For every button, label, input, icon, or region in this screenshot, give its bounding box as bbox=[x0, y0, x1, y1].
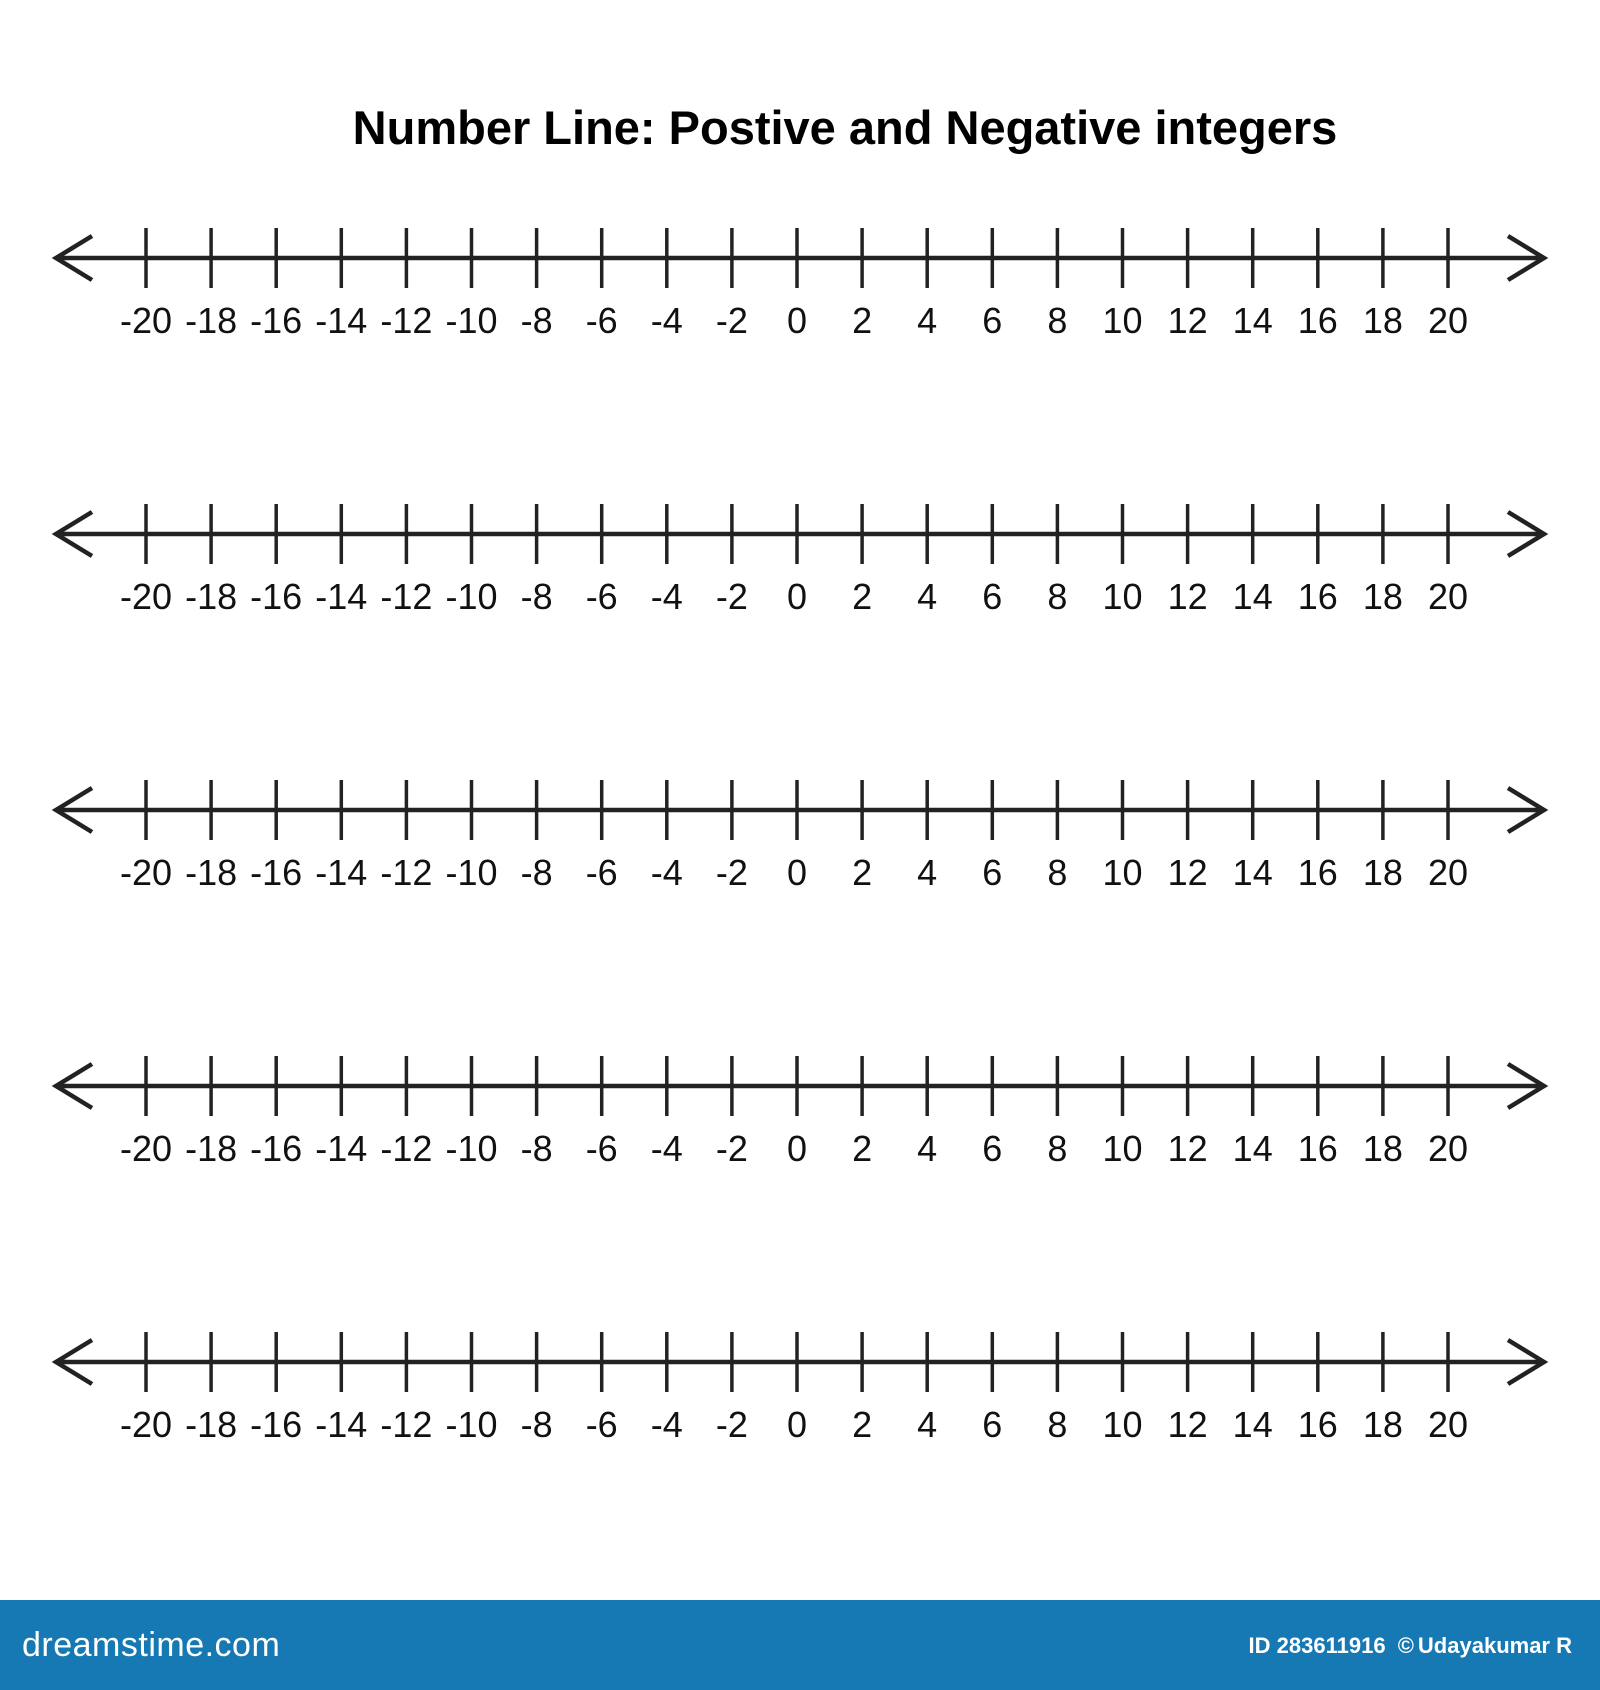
tick-label: 0 bbox=[786, 1128, 808, 1169]
tick-label: -14 bbox=[315, 576, 368, 617]
tick-label: -4 bbox=[650, 1128, 683, 1169]
tick-label: 16 bbox=[1297, 576, 1338, 617]
tick-label: 18 bbox=[1362, 300, 1403, 341]
tick-label: -20 bbox=[119, 576, 173, 617]
tick-label: 12 bbox=[1167, 1128, 1208, 1169]
tick-label: 6 bbox=[982, 1404, 1003, 1445]
tick-label: -4 bbox=[650, 300, 683, 341]
copyright-icon: © bbox=[1397, 1633, 1414, 1658]
tick-label: 14 bbox=[1232, 1404, 1273, 1445]
tick-label: -18 bbox=[185, 852, 238, 893]
tick-label: -10 bbox=[445, 1404, 498, 1445]
tick-label: 10 bbox=[1102, 300, 1143, 341]
tick-label: 4 bbox=[917, 576, 938, 617]
tick-label: -10 bbox=[445, 1128, 498, 1169]
tick-label: 2 bbox=[852, 1404, 873, 1445]
tick-label: -6 bbox=[585, 300, 618, 341]
tick-label: -2 bbox=[715, 852, 748, 893]
tick-label: -6 bbox=[585, 576, 618, 617]
tick-label: 18 bbox=[1362, 1128, 1403, 1169]
image-id: ID 283611916 bbox=[1248, 1633, 1386, 1658]
tick-label: -8 bbox=[520, 1128, 553, 1169]
tick-label: 12 bbox=[1167, 1404, 1208, 1445]
tick-label: 0 bbox=[786, 852, 808, 893]
tick-label: 20 bbox=[1427, 300, 1469, 341]
tick-label: -2 bbox=[715, 300, 748, 341]
tick-label: 14 bbox=[1232, 852, 1273, 893]
tick-label: -20 bbox=[119, 852, 173, 893]
tick-label: 6 bbox=[982, 576, 1003, 617]
tick-label: -14 bbox=[315, 852, 368, 893]
tick-label: -2 bbox=[715, 576, 748, 617]
tick-label: -10 bbox=[445, 300, 498, 341]
tick-label: -6 bbox=[585, 852, 618, 893]
page-title: Number Line: Postive and Negative integers bbox=[352, 101, 1338, 154]
tick-label: -18 bbox=[185, 576, 238, 617]
tick-label: 2 bbox=[852, 300, 873, 341]
footer-credit bbox=[1243, 1633, 1572, 1659]
tick-label: 8 bbox=[1047, 852, 1068, 893]
tick-label: 20 bbox=[1427, 1128, 1469, 1169]
tick-label: -4 bbox=[650, 1404, 683, 1445]
tick-label: 14 bbox=[1232, 300, 1273, 341]
tick-label: 18 bbox=[1362, 852, 1403, 893]
tick-label: 10 bbox=[1102, 1404, 1143, 1445]
tick-label: 14 bbox=[1232, 576, 1273, 617]
tick-label: -12 bbox=[380, 1128, 433, 1169]
tick-label: 16 bbox=[1297, 300, 1338, 341]
tick-label: -16 bbox=[250, 1404, 303, 1445]
tick-label: -20 bbox=[119, 1128, 173, 1169]
tick-label: 0 bbox=[786, 1404, 808, 1445]
tick-label: 8 bbox=[1047, 1128, 1068, 1169]
footer-brand-logo[interactable]: dreamstime.com bbox=[22, 1626, 281, 1664]
tick-label: 6 bbox=[982, 300, 1003, 341]
tick-label: -6 bbox=[585, 1128, 618, 1169]
tick-label: 4 bbox=[917, 1128, 938, 1169]
tick-label: -4 bbox=[650, 852, 683, 893]
tick-label: 0 bbox=[786, 300, 808, 341]
tick-label: 10 bbox=[1102, 576, 1143, 617]
tick-label: -20 bbox=[119, 1404, 173, 1445]
tick-label: -4 bbox=[650, 576, 683, 617]
tick-label: 12 bbox=[1167, 300, 1208, 341]
tick-label: -18 bbox=[185, 300, 238, 341]
tick-label: 8 bbox=[1047, 300, 1068, 341]
tick-label: -8 bbox=[520, 852, 553, 893]
tick-label: -16 bbox=[250, 576, 303, 617]
tick-label: 8 bbox=[1047, 576, 1068, 617]
tick-label: 6 bbox=[982, 1128, 1003, 1169]
footer-bar bbox=[0, 1600, 1600, 1690]
tick-label: -10 bbox=[445, 576, 498, 617]
tick-label: -12 bbox=[380, 576, 433, 617]
tick-label: -2 bbox=[715, 1128, 748, 1169]
tick-label: -18 bbox=[185, 1404, 238, 1445]
tick-label: 2 bbox=[852, 1128, 873, 1169]
tick-label: 4 bbox=[917, 852, 938, 893]
tick-label: -12 bbox=[380, 852, 433, 893]
tick-label: -16 bbox=[250, 300, 303, 341]
tick-label: 8 bbox=[1047, 1404, 1068, 1445]
tick-label: -8 bbox=[520, 576, 553, 617]
tick-label: 2 bbox=[852, 576, 873, 617]
tick-label: -16 bbox=[250, 1128, 303, 1169]
tick-label: -20 bbox=[119, 300, 173, 341]
tick-label: 14 bbox=[1232, 1128, 1273, 1169]
tick-label: -14 bbox=[315, 300, 368, 341]
tick-label: -12 bbox=[380, 1404, 433, 1445]
tick-label: 16 bbox=[1297, 852, 1338, 893]
tick-label: -12 bbox=[380, 300, 433, 341]
tick-label: -14 bbox=[315, 1404, 368, 1445]
tick-label: 12 bbox=[1167, 852, 1208, 893]
tick-label: -6 bbox=[585, 1404, 618, 1445]
tick-label: 0 bbox=[786, 576, 808, 617]
tick-label: 20 bbox=[1427, 1404, 1469, 1445]
tick-label: 4 bbox=[917, 300, 938, 341]
tick-label: 20 bbox=[1427, 852, 1469, 893]
tick-label: 16 bbox=[1297, 1128, 1338, 1169]
tick-label: -2 bbox=[715, 1404, 748, 1445]
tick-label: 16 bbox=[1297, 1404, 1338, 1445]
tick-label: -8 bbox=[520, 1404, 553, 1445]
tick-label: -10 bbox=[445, 852, 498, 893]
tick-label: 2 bbox=[852, 852, 873, 893]
tick-label: -16 bbox=[250, 852, 303, 893]
tick-label: 4 bbox=[917, 1404, 938, 1445]
tick-label: -8 bbox=[520, 300, 553, 341]
tick-label: 20 bbox=[1427, 576, 1469, 617]
author-name: Udayakumar R bbox=[1417, 1633, 1572, 1658]
tick-label: 18 bbox=[1362, 1404, 1403, 1445]
tick-label: 6 bbox=[982, 852, 1003, 893]
tick-label: -14 bbox=[315, 1128, 368, 1169]
tick-label: 12 bbox=[1167, 576, 1208, 617]
tick-label: 10 bbox=[1102, 1128, 1143, 1169]
tick-label: 10 bbox=[1102, 852, 1143, 893]
tick-label: 18 bbox=[1362, 576, 1403, 617]
tick-label: -18 bbox=[185, 1128, 238, 1169]
